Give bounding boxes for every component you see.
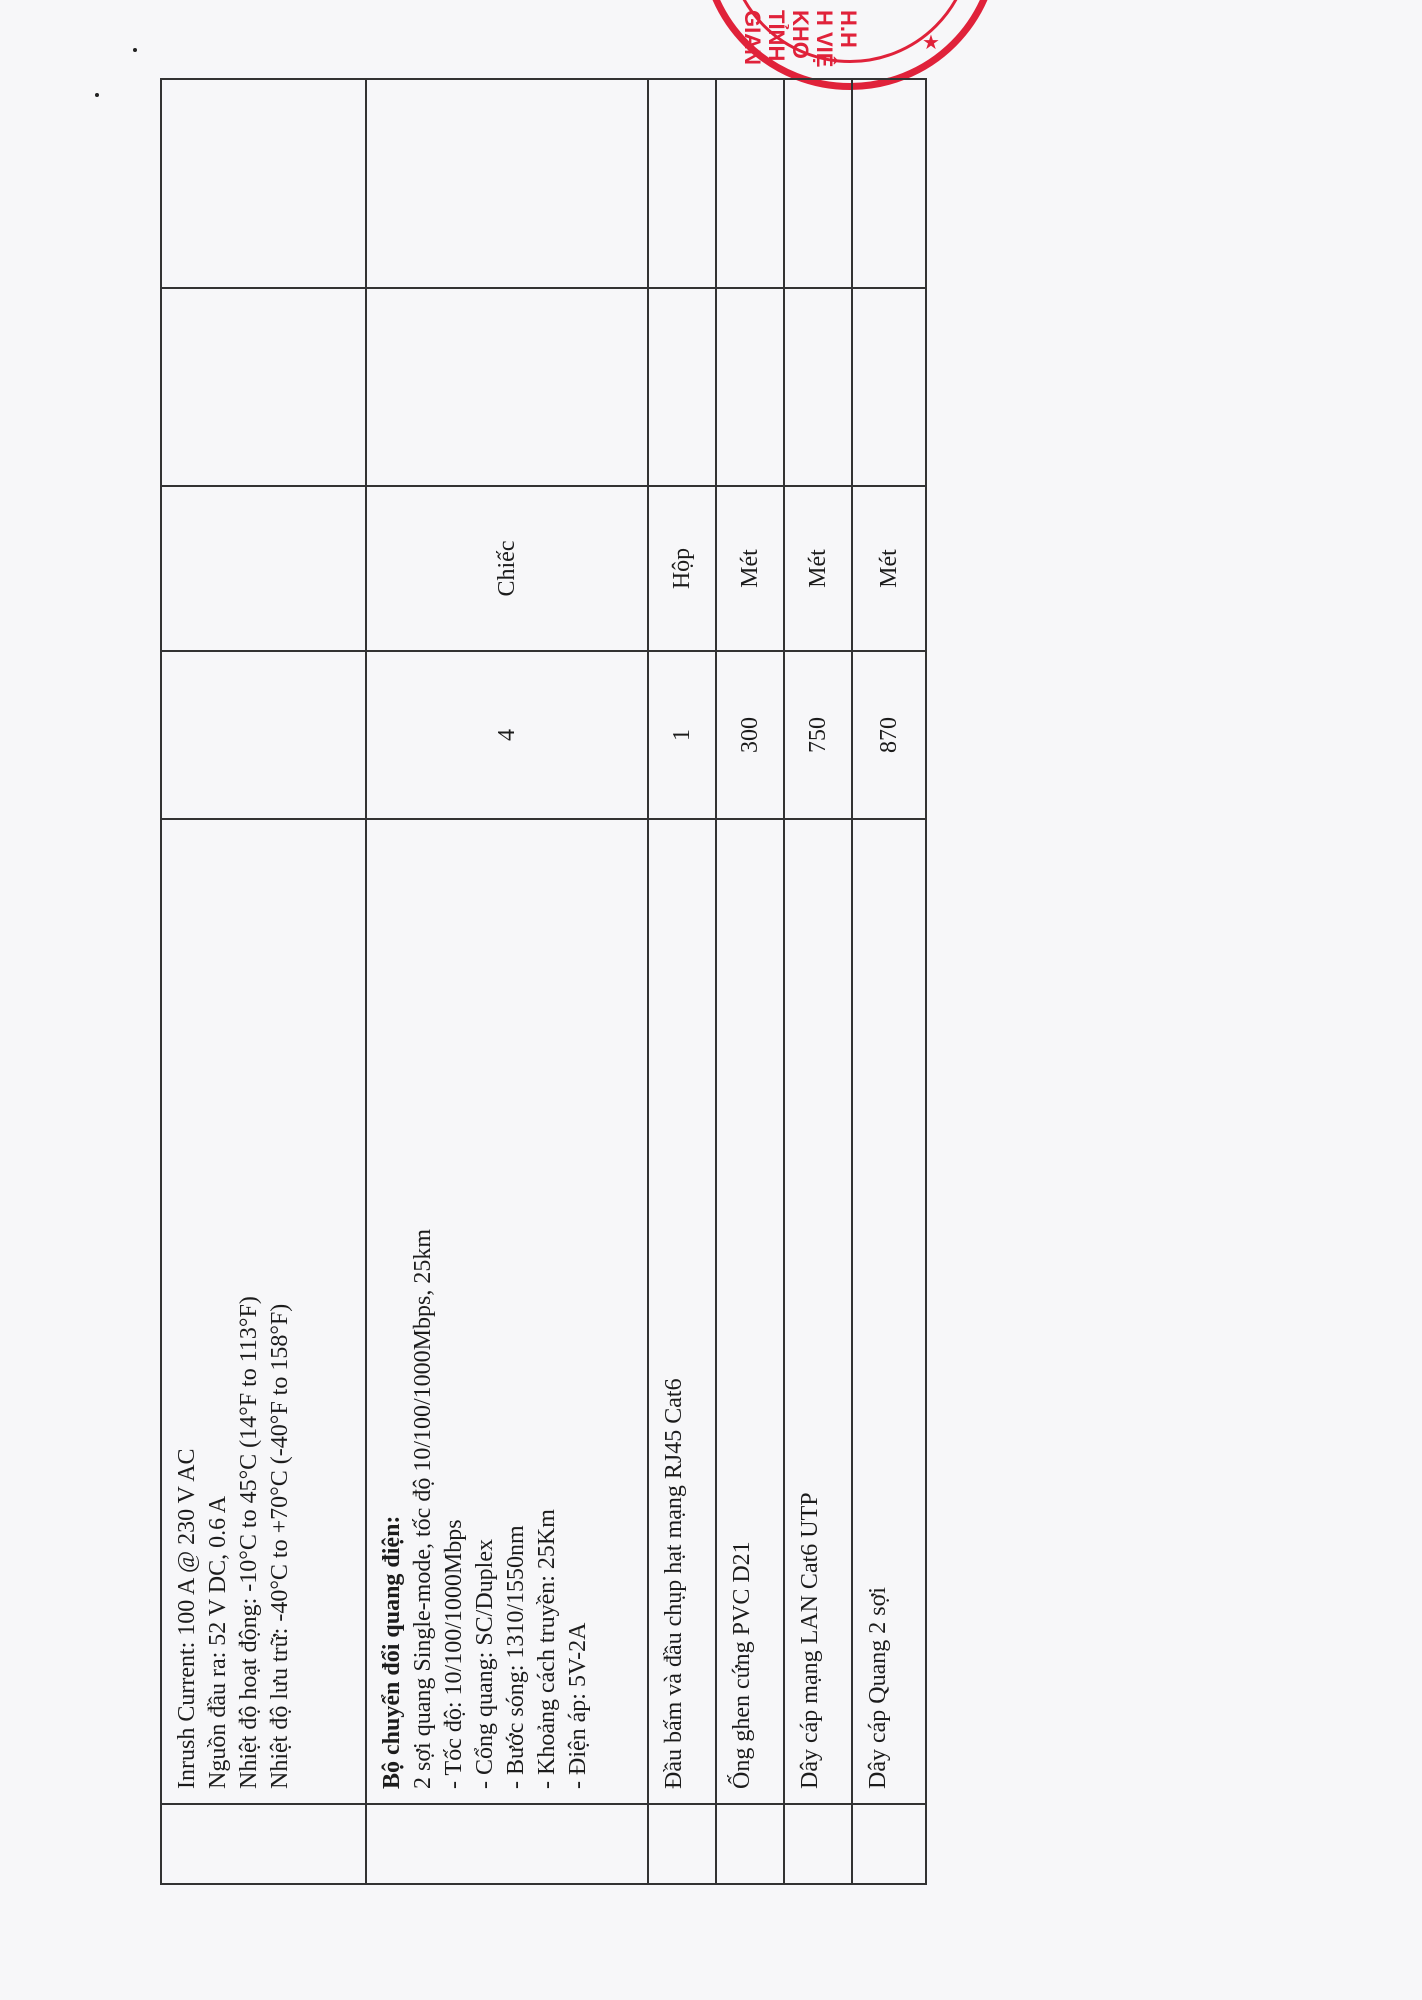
cell-unit xyxy=(161,486,366,651)
table-row xyxy=(852,79,926,1884)
cell-quantity xyxy=(161,651,366,819)
cell-quantity: 1 xyxy=(648,651,716,819)
cell-empty xyxy=(852,288,926,486)
cell-quantity: 4 xyxy=(366,651,648,819)
cell-description xyxy=(716,819,784,1804)
cell-unit: Mét xyxy=(716,486,784,651)
cell-empty xyxy=(161,288,366,486)
cell-empty xyxy=(716,288,784,486)
table-row xyxy=(784,79,852,1884)
rotated-page xyxy=(160,120,902,1885)
desc-line: - Cổng quang: SC/Duplex xyxy=(472,1539,498,1789)
cell-description xyxy=(161,819,366,1804)
seal-text: H.H H VIỆ KHO TỈNH GIAN xyxy=(740,10,861,68)
cell-empty xyxy=(366,79,648,288)
cell-stt xyxy=(716,1804,784,1884)
desc-line: Inrush Current: 100 A @ 230 V AC xyxy=(174,1448,200,1789)
desc-line: Nhiệt độ hoạt động: -10°C to 45°C (14°F to 113°F) xyxy=(236,1296,262,1789)
cell-stt xyxy=(852,1804,926,1884)
cell-description xyxy=(648,819,716,1804)
cell-description xyxy=(784,819,852,1804)
desc-line: Dây cáp Quang 2 sợi xyxy=(865,1587,891,1789)
cell-empty xyxy=(366,288,648,486)
desc-line: Ống ghen cứng PVC D21 xyxy=(729,1541,755,1789)
desc-line: Dây cáp mạng LAN Cat6 UTP xyxy=(797,1492,823,1789)
desc-heading: Bộ chuyển đổi quang điện: xyxy=(379,1515,405,1789)
desc-line: - Điện áp: 5V-2A xyxy=(565,1622,591,1789)
cell-empty xyxy=(648,288,716,486)
desc-line: Đầu bấm và đầu chụp hạt mạng RJ45 Cat6 xyxy=(661,1378,687,1789)
desc-line: Nhiệt độ lưu trữ: -40°C to +70°C (-40°F to 158°F) xyxy=(267,1303,293,1789)
cell-quantity: 300 xyxy=(716,651,784,819)
cell-stt xyxy=(784,1804,852,1884)
desc-line: Nguồn đầu ra: 52 V DC, 0.6 A xyxy=(205,1495,231,1789)
cell-stt xyxy=(648,1804,716,1884)
cell-empty xyxy=(852,79,926,288)
cell-empty xyxy=(784,288,852,486)
cell-quantity: 750 xyxy=(784,651,852,819)
seal-star-icon: ★ xyxy=(922,32,940,54)
cell-unit: Chiếc xyxy=(366,486,648,651)
desc-line: - Khoảng cách truyền: 25Km xyxy=(534,1509,560,1789)
table-row xyxy=(716,79,784,1884)
cell-empty xyxy=(716,79,784,288)
table-row xyxy=(161,79,366,1884)
desc-line: - Bước sóng: 1310/1550nm xyxy=(503,1525,529,1789)
scan-speck xyxy=(95,93,99,97)
cell-stt xyxy=(161,1804,366,1884)
cell-unit: Mét xyxy=(852,486,926,651)
cell-unit: Hộp xyxy=(648,486,716,651)
cell-empty xyxy=(784,79,852,288)
cell-description xyxy=(366,819,648,1804)
scan-speck xyxy=(133,48,137,52)
table-row xyxy=(648,79,716,1884)
desc-line: 2 sợi quang Single-mode, tốc độ 10/100/1000Mbps, 25km xyxy=(410,1228,436,1789)
cell-quantity: 870 xyxy=(852,651,926,819)
equipment-table xyxy=(160,78,927,1885)
cell-empty xyxy=(648,79,716,288)
desc-line: - Tốc độ: 10/100/1000Mbps xyxy=(441,1519,467,1789)
cell-empty xyxy=(161,79,366,288)
table-row xyxy=(366,79,648,1884)
cell-stt xyxy=(366,1804,648,1884)
cell-unit: Mét xyxy=(784,486,852,651)
cell-description xyxy=(852,819,926,1804)
